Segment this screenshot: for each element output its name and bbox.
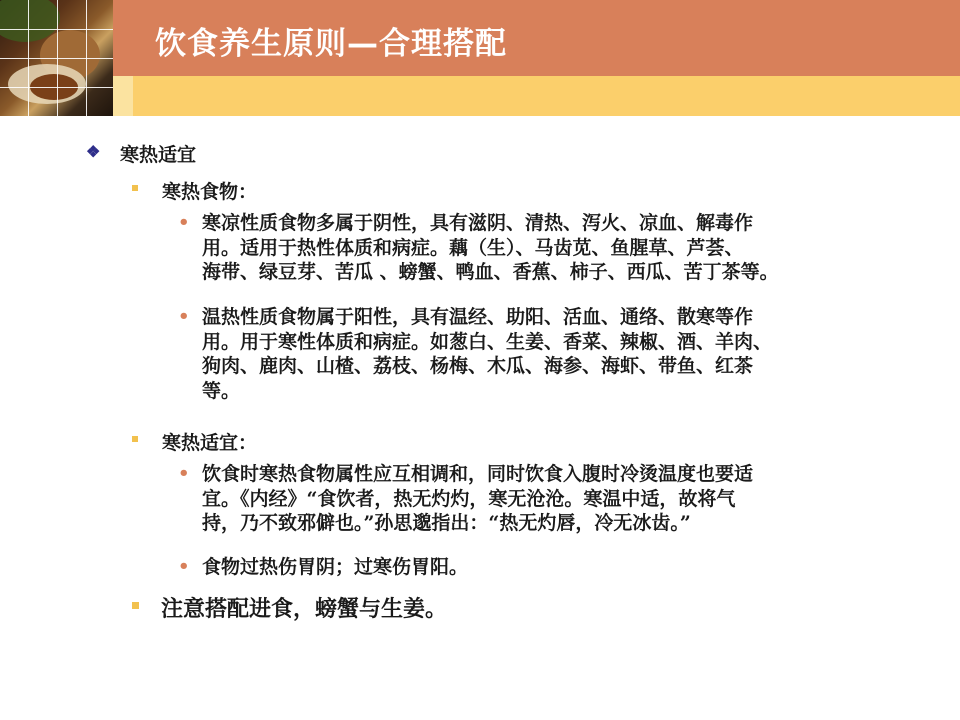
list-item (178, 462, 928, 536)
slide-title: 饮食养生原则—合理搭配 (155, 26, 507, 62)
list-item-text: 温热性质食物属于阳性，具有温经、助阳、活血、通络、散寒等作 用。用于寒性体质和病症。如葱白、生姜、香菜、辣椒、酒、羊肉、 狗肉、鹿肉、山楂、荔枝、杨梅、木瓜、海参、海虾、带鱼、红茶 等。 (202, 306, 773, 402)
list-item-text: 寒凉性质食物多属于阴性，具有滋阴、清热、泻火、凉血、解毒作 用。适用于热性体质和病症。藕（生）、马齿苋、鱼腥草、芦荟、 海带、绿豆芽、苦瓜 、螃蟹、鸭血、香蕉、柿子、西瓜、苦丁茶等。 (202, 212, 779, 283)
square-bullet-icon (132, 436, 138, 442)
list-item-text: 食物过热伤胃阴；过寒伤胃阳。 (202, 556, 469, 578)
dot-bullet-icon: • (178, 463, 190, 484)
square-bullet-icon (132, 602, 139, 609)
header-food-image (0, 0, 113, 116)
level1-text: 寒热适宜 (120, 144, 197, 166)
dot-bullet-icon: • (178, 306, 190, 327)
dot-bullet-icon: • (178, 212, 190, 233)
list-item (178, 211, 928, 285)
list-item (178, 555, 928, 580)
square-bullet-icon (132, 185, 138, 191)
accent-bar (113, 76, 960, 116)
list-item (178, 305, 928, 403)
list-item-text: 饮食时寒热食物属性应互相调和，同时饮食入腹时冷烫温度也要适 宜。《内经》“食饮者，热无灼灼，寒无沧沧。寒温中适，故将气 持，乃不致邪僻也。”孙思邈指出：“热无灼唇，冷无冰齿。” (202, 463, 754, 534)
dot-bullet-icon: • (178, 556, 190, 577)
diamond-bullet-icon: ❖ (86, 142, 101, 161)
